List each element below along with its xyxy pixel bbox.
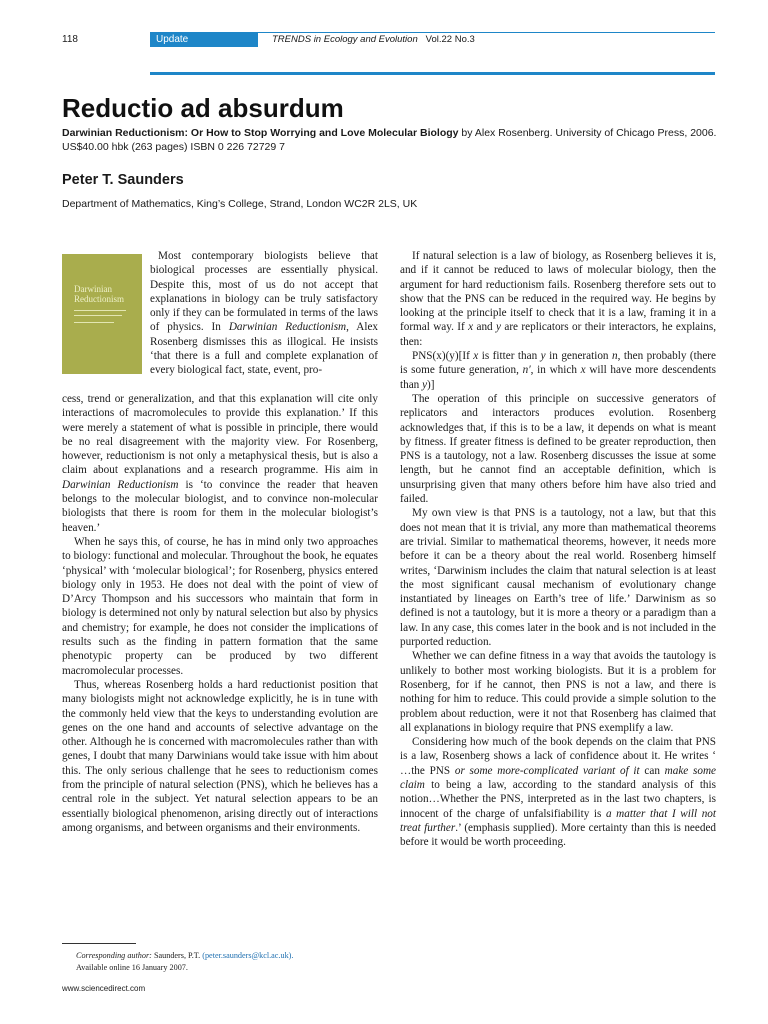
footnote	[76, 950, 293, 974]
body-column-left	[62, 392, 378, 835]
cover-subtitle-line	[74, 315, 122, 316]
article-title: Reductio ad absurdum	[62, 93, 344, 123]
available-online: Available online 16 January 2007.	[76, 963, 188, 972]
author-affiliation: Department of Mathematics, King’s College, Strand, London WC2R 2LS, UK	[62, 198, 418, 210]
cover-subtitle-line	[74, 310, 126, 311]
header-thick-rule	[150, 72, 715, 75]
paragraph: Thus, whereas Rosenberg holds a hard reductionist position that many biologists might not acknowledge explicitly, he is in tune with the commonly held view that the keys to understanding evolution are genes on the one hand and accounts of selective advantage on the other. Although he is concerned with macromolecules rather than with genes, I doubt that many Darwinians would take issue with him about this. The only serious challenge that he sees to reductionism comes from the principle of natural selection (PNS), which he believes has a central role in the subject. Yet natural selection appears to be an essentially biological phenomenon, arising directly out of interactions among organisms, and between organisms and their environments.	[62, 678, 378, 834]
footnote-name: Saunders, P.T.	[151, 951, 203, 960]
paragraph: Whether we can define fitness in a way that avoids the tautology is unlikely to bother most working biologists. But it is a problem for Rosenberg, for if he cannot, then PNS is not a law, and there is nothing for him to reduce. This could provide a simple solution to the problem about reduction, were it not that Rosenberg has claimed that all explanations in biology require that PNS exemplify a law.	[400, 650, 716, 734]
footnote-label: Corresponding author:	[76, 951, 152, 960]
paragraph: When he says this, of course, he has in mind only two approaches to biology: functional and molecular. Throughout the book, he equates ‘physical’ with ‘molecular biological’; for Rosenberg, physics entered biology only in 1953. He does not deal with the point of view of D’Arcy Thompson and his successors who maintain that form in biology is determined not only by natural selection but also by physics and chemistry; for example, he does not consider the implications of results such as the finding in pattern formation that the same phenotypic property can be produced by two different macromolecular processes.	[62, 535, 378, 677]
book-cover-image	[62, 254, 142, 374]
cover-author-line	[74, 322, 114, 323]
cover-title: Darwinian Reductionism	[74, 284, 124, 304]
author-name: Peter T. Saunders	[62, 172, 184, 188]
journal-volume: Vol.22 No.3	[425, 34, 475, 45]
pns-formula: PNS(x)(y)[If x is fitter than y in generation n, then probably (there is some future generation, n′, in which x will have more descendents than y)]	[400, 350, 716, 391]
paragraph: The operation of this principle on successive generators of replicators and interactors produces evolution. Rosenberg acknowledges that, if this is to be a law, it depends on what is meant by fitness. If greater fitness is defined to be greater reproduction, then PNS is a tautology, not a law. Rosenberg discusses the issue at some length, but he cannot find an acceptable definition, which is unsurprising given that many others before him have also tried and failed.	[400, 392, 716, 506]
body-column-left-top	[150, 249, 378, 378]
paragraph: Most contemporary biologists believe that biological processes are essentially physical. Despite this, most of us do not accept that explanations in biology can be truly satisfactory only if they can be formulated in terms of the laws of physics. In Darwinian Reductionism, Alex Rosenberg dismisses this as illogical. He insists ‘that there is a full and complete explanation of every biological fact, state, event, pro-	[150, 250, 379, 377]
paragraph: Considering how much of the book depends on the claim that PNS is a law, Rosenberg shows a lack of confidence about it. He writes ‘ …the PNS or some more-complicated variant of it can make some claim to being a law, according to the standard analysis of this notion…Whether the PNS, interpreted as in the last two chapters, is innocent of the charge of unfalsifiability is a matter that I will not treat further.’ (emphasis supplied). More certainty than this is needed before it would be worth proceeding.	[400, 736, 716, 849]
book-title: Darwinian Reductionism: Or How to Stop Worrying and Love Molecular Biology	[62, 127, 459, 139]
book-details: by Alex Rosenberg. University of Chicago Press, 2006. US$40.00 hbk (263 pages) ISBN 0 226 72729 7	[62, 127, 717, 153]
paragraph: If natural selection is a law of biology, as Rosenberg believes it is, and if it cannot be reduced to laws of molecular biology, then the argument for hard reductionism fails. Rosenberg therefore sets out to show that the PNS can be reduced in the required way. He begins by looking at the principle itself to check that it is a law, framing it in a formal way. If x and y are replicators or their interactors, he explains, then:	[400, 250, 716, 348]
author-email-link[interactable]: (peter.saunders@kcl.ac.uk).	[202, 951, 294, 960]
page-number: 118	[62, 34, 78, 45]
footnote-rule	[62, 943, 136, 944]
journal-info	[272, 34, 475, 45]
paragraph: cess, trend or generalization, and that this explanation will cite only interactions of macromolecules to provide this explanation.’ If this were merely a statement of what is possible in principle, there would be no real disagreement with the majority view. For Rosenberg, however, reductionism is not only a metaphysical thesis, but is also a claim about explanations and a research programme. His aim in Darwinian Reductionism is ‘to convince the reader that heaven belongs to the molecular biologist, and to convince non-molecular biologists that there is room for them in the molecular biologist’s heaven.’	[62, 393, 378, 534]
section-tab: Update	[150, 33, 258, 47]
book-reference	[62, 126, 718, 154]
footer-url[interactable]: www.sciencedirect.com	[62, 984, 146, 993]
journal-name: TRENDS in Ecology and Evolution	[272, 34, 418, 45]
body-column-right	[400, 249, 716, 849]
paragraph: My own view is that PNS is a tautology, not a law, but that this does not mean that it is trivial, any more than mathematical theorems are trivial. Similar to mathematical theorems, however, it needs more before it can be a theory about the real world. Rosenberg himself writes, ‘Darwinism includes the claim that natural selection is at least the most significant causal mechanism of evolutionary change instantiated by lineages on Earth’s tree of life.’ Darwinism as so defined is not a tautology, but it is more a theory or a paradigm than a law. In any case, this comes later in the book and is not included in the purported reduction.	[400, 507, 716, 649]
